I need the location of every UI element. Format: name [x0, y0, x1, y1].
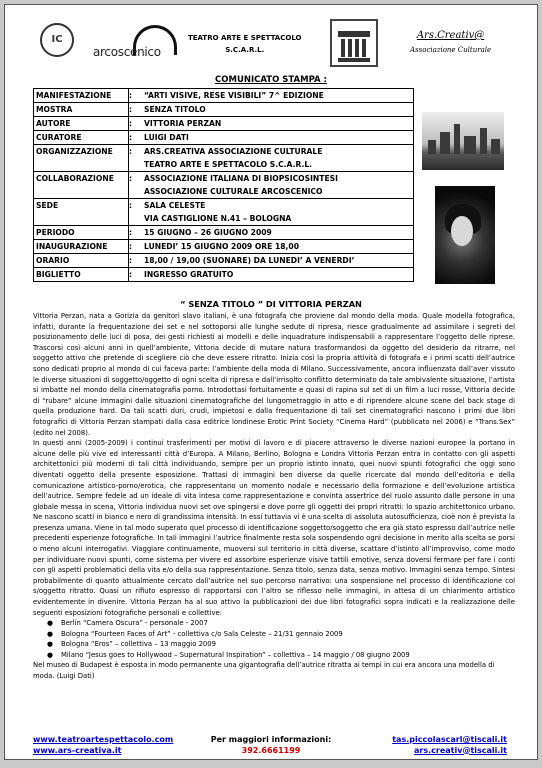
exhibition-item	[47, 639, 515, 650]
info-value-line: ASSOCIAZIONE ITALIANA DI BIOPSICOSINTESI	[144, 174, 338, 183]
ars-email-link[interactable]: ars.creativ@tiscali.it	[414, 745, 507, 755]
ic-logo	[40, 23, 74, 57]
exhibition-text: Bologna “Eros” – collettiva – 13 maggio 2009	[61, 640, 216, 649]
contact-label: Per maggiori informazioni:	[210, 735, 332, 744]
exhibition-item	[47, 650, 515, 661]
info-row	[34, 145, 413, 172]
bullet-icon: ●	[47, 619, 53, 627]
info-row	[34, 89, 413, 103]
info-value-line: ASSOCIAZIONE CULTURALE ARCOSCENICO	[144, 187, 323, 196]
press-release-page	[4, 4, 538, 760]
info-label-text: PERIODO	[36, 228, 75, 237]
article-title: “ SENZA TITOLO ” DI VITTORIA PERZAN	[180, 299, 362, 309]
paragraph-1: Vittoria Perzan, nata a Gorizia da genitori slavo italiani, è una fotografa che proviene dal mondo della moda. Quale modella fotografica, infatti, durante la frequentazione dei set e nel sottoporsi alle lunghe sedute di ripresa, riesce gradualmente ad assimilare i segreti del posizionamento delle luci di posa, dei gesti richiesti ai modelli e delle inquadrature indispensabili a rappresentare l’oggetto delle riprese. Trascorsi così alcuni anni in quell’ambiente, Vittoria decide di mutare natura trasformandosi da oggetto del desiderio da ritrarre, nel soggetto attivo che pretende di scegliere ciò che deve essere ritratto. Inizia così la propria attività di fotografa e i primi scatti dell’autrice sono dedicati proprio al mondo di cui faceva parte: l’ambiente della moda di Milano. Successivamente, ancora influenzata dall’aver vissuto le diverse situazioni di soggetto/oggetto di ogni scelta di ripresa e dall’irrisolto conflitto determinato da tale ambivalente situazione, l’artista si imbatte nel mondo della cinematografia porno. Introdottasi fortuitamente e quasi di rapina sul set di un film a luci rosse, Vittoria decide di “rubare” alcune immagini dalle situazioni cinematografiche del lungometraggio in atto e di riprendere alcune scene del back stage di quella produzione hard. Da tali scatti duri, crudi, impietosi e dalla frequentazione di tali set cinematografici nascono i primi due libri fotografici di Vittoria Perzan stampati dalla casa editrice londinese Erotic Print Society “Cinema Hard” (pubblicato nel 2006) e “Trans.Sex” (edito nel 2008).	[33, 312, 515, 437]
info-label	[34, 131, 129, 144]
info-separator: :	[129, 201, 133, 210]
teatro-company-type: S.C.A.R.L.	[225, 46, 265, 54]
closing-text: Nel museo di Budapest è esposta in modo permanente una gigantografia dell’autrice ritratta ai tempi in cui era ancora una modella di moda. (Luigi Dati)	[33, 661, 495, 680]
info-value	[142, 117, 413, 130]
info-label-text: MANIFESTAZIONE	[36, 91, 112, 100]
info-label	[34, 268, 129, 281]
info-label	[34, 254, 129, 267]
ars-website-link[interactable]: www.ars-creativa.it	[33, 745, 122, 755]
info-value-line: ARS.CREATIVA ASSOCIAZIONE CULTURALE	[144, 147, 323, 156]
info-row	[34, 254, 413, 268]
city-skyline-photo	[422, 112, 504, 170]
info-label	[34, 226, 129, 239]
info-label	[34, 145, 129, 171]
info-label-text: BIGLIETTO	[36, 270, 81, 279]
teatro-website-link[interactable]: www.teatroartespettacolo.com	[33, 735, 174, 744]
info-label	[34, 117, 129, 130]
info-value-line: TEATRO ARTE E SPETTACOLO S.C.A.R.L.	[144, 160, 313, 169]
info-value	[142, 103, 413, 116]
info-separator: :	[129, 270, 133, 279]
theatre-building-logo	[330, 19, 378, 67]
info-value-line: INGRESSO GRATUITO	[144, 270, 234, 279]
exhibition-item	[47, 629, 515, 640]
ars-creativa-title: Ars.Creativ@	[416, 30, 485, 41]
info-label-text: MOSTRA	[36, 105, 73, 114]
info-separator: :	[129, 105, 133, 114]
info-row	[34, 131, 413, 145]
teatro-name: TEATRO ARTE E SPETTACOLO	[188, 34, 302, 42]
info-value-line: LUIGI DATI	[144, 133, 189, 142]
teatro-logo	[188, 32, 301, 56]
info-row	[34, 268, 413, 281]
info-value-line: SALA CELESTE	[144, 201, 206, 210]
info-label-text: AUTORE	[36, 119, 71, 128]
info-separator: :	[129, 147, 133, 156]
info-value-line: VIA CASTIGLIONE N.41 – BOLOGNA	[144, 214, 292, 223]
press-release-title: COMUNICATO STAMPA :	[215, 75, 327, 85]
info-label	[34, 172, 129, 198]
info-label	[34, 240, 129, 253]
info-value	[142, 89, 413, 102]
info-value-line: 18,00 / 19,00 (SUONARE) DA LUNEDI’ A VENERDI’	[144, 256, 355, 265]
ic-logo-text: IC	[51, 34, 63, 45]
exhibition-list	[33, 618, 515, 682]
exhibition-text: Berlin “Camera Oscura” - personale - 2007	[61, 619, 208, 627]
info-label-text: ORARIO	[36, 256, 70, 265]
info-label	[34, 103, 129, 116]
event-info-table	[33, 88, 414, 282]
info-separator: :	[129, 256, 133, 265]
exhibition-item	[47, 618, 515, 629]
info-value	[142, 131, 413, 144]
arcoscenico-logo: arcoscenico	[93, 45, 161, 59]
info-label-text: CURATORE	[36, 133, 82, 142]
info-value	[142, 268, 413, 281]
ars-creativa-subtitle: Associazione Culturale	[410, 46, 492, 54]
info-label-text: INAUGURAZIONE	[36, 242, 108, 251]
info-value-line: VITTORIA PERZAN	[144, 119, 222, 128]
bullet-icon: ●	[47, 650, 53, 659]
info-value	[142, 172, 413, 198]
info-row	[34, 240, 413, 254]
info-value	[142, 199, 413, 225]
article-body	[33, 311, 515, 618]
ars-creativa-logo	[410, 29, 491, 57]
teatro-email-link[interactable]: tas.piccolascarl@tiscali.it	[392, 735, 507, 744]
exhibition-text: Milano “Jesus goes to Hollywood – Supernatural Inspiration” – collettiva – 14 maggio / 08 giugno 2009	[61, 650, 410, 659]
info-row	[34, 103, 413, 117]
info-row	[34, 172, 413, 199]
paragraph-2: In questi anni (2005-2009) i continui trasferimenti per motivi di lavoro e di piacere attraverso le diverse nazioni europee la portano in alcune delle più vive ed interessanti città d’Europa. A Milano, Berlino, Bologna e Londra Vittoria Perzan entra in contatto con gli aspetti architettonici più moderni di tali città individuando, sempre per un proprio istinto innato, quei nuovi spunti fotografici che oggi sono diventati oggetto della presente esposizione. Trattasi di immagini ben diverse da quelle ricercate dal mondo dell’editoria e della comunicazione artistico-porno/erotica, che rappresentano un momento nodale e necessario della formazione e dell’evoluzione artistica dell’autrice. Sempre fedele ad un ideale di vita intesa come rappresentazione e convinta assertrice del ruolo assunto dalle persone in una globale messa in scena, Vittoria individua nuovi set ove spingersi e dove porre gli oggetti dei propri ritratti: lo spazio architettonico urbano. Ne nascono scatti in bianco e nero di grandissima intensità. In essi tuttavia vi è una scelta di assoluta autosufficienza, cioè non è prevista la presenza umana. Viene in tal modo superato quel processo di identificazione soggetto/soggetto che era già stato espresso dall’autrice nelle precedenti esperienze fotografiche. In tali immagini l’autrice finalmente resta sola sospendendo ogni decisione in merito alla scelta se porsi o meno alcuni interrogativi. Viaggiare continuamente, muoversi sul territorio in città diverse, scattare d’istinto all’improvviso, come modo per individuare nuovi spunti, come sistema per vivere ed assorbire esperienze visive tattili emotive, senza doversi fermare per fare i conti con gli aspetti problematici della vita e/o della sua rappresentazione. Senza titolo, senza data, senza motivo. Immagini senza tempo. Sintesi probabilmente di quanto attualmente cercato dall’autrice nel suo percorso narrativo: una sospensione nel processo di identificazione col s/oggetto ritratto. Quasi un rifiuto espresso di rapportarsi con l’altro se riflesso nelle immagini, in attesa di un chiarimento artistico evidentemente in divenire. Vittoria Perzan ha al suo attivo la pubblicazioni dei due libri fotografici sopra indicati e la realizzazione delle seguenti esposizioni fotografiche personali e collettive:	[33, 439, 515, 617]
info-separator: :	[129, 133, 133, 142]
info-value	[142, 240, 413, 253]
exhibition-text: Bologna “Fourteen Faces of Art” - collettiva c/o Sala Celeste – 21/31 gennaio 2009	[61, 629, 343, 638]
info-row	[34, 117, 413, 131]
info-separator: :	[129, 228, 133, 237]
info-value-line: LUNEDI’ 15 GIUGNO 2009 ORE 18,00	[144, 242, 299, 251]
woman-portrait-photo	[435, 186, 495, 284]
info-value-line: “ARTI VISIVE, RESE VISIBILI” 7^ EDIZIONE	[144, 91, 324, 100]
info-label-text: SEDE	[36, 201, 59, 210]
info-separator: :	[129, 242, 133, 251]
info-label-text: COLLABORAZIONE	[36, 174, 114, 183]
info-separator: :	[129, 174, 133, 183]
footer-right	[392, 735, 507, 756]
info-value-line: 15 GIUGNO – 26 GIUGNO 2009	[144, 228, 272, 237]
info-label-text: ORGANIZZAZIONE	[36, 147, 113, 156]
info-value-line: SENZA TITOLO	[144, 105, 206, 114]
info-separator: :	[129, 119, 133, 128]
info-value	[142, 254, 413, 267]
info-row	[34, 226, 413, 240]
bullet-icon: ●	[47, 640, 53, 649]
info-label	[34, 89, 129, 102]
contact-phone: 392.6661199	[241, 745, 301, 755]
info-label	[34, 199, 129, 225]
info-row	[34, 199, 413, 226]
info-value	[142, 226, 413, 239]
info-value	[142, 145, 413, 171]
bullet-icon: ●	[47, 629, 53, 638]
info-separator: :	[129, 91, 133, 100]
